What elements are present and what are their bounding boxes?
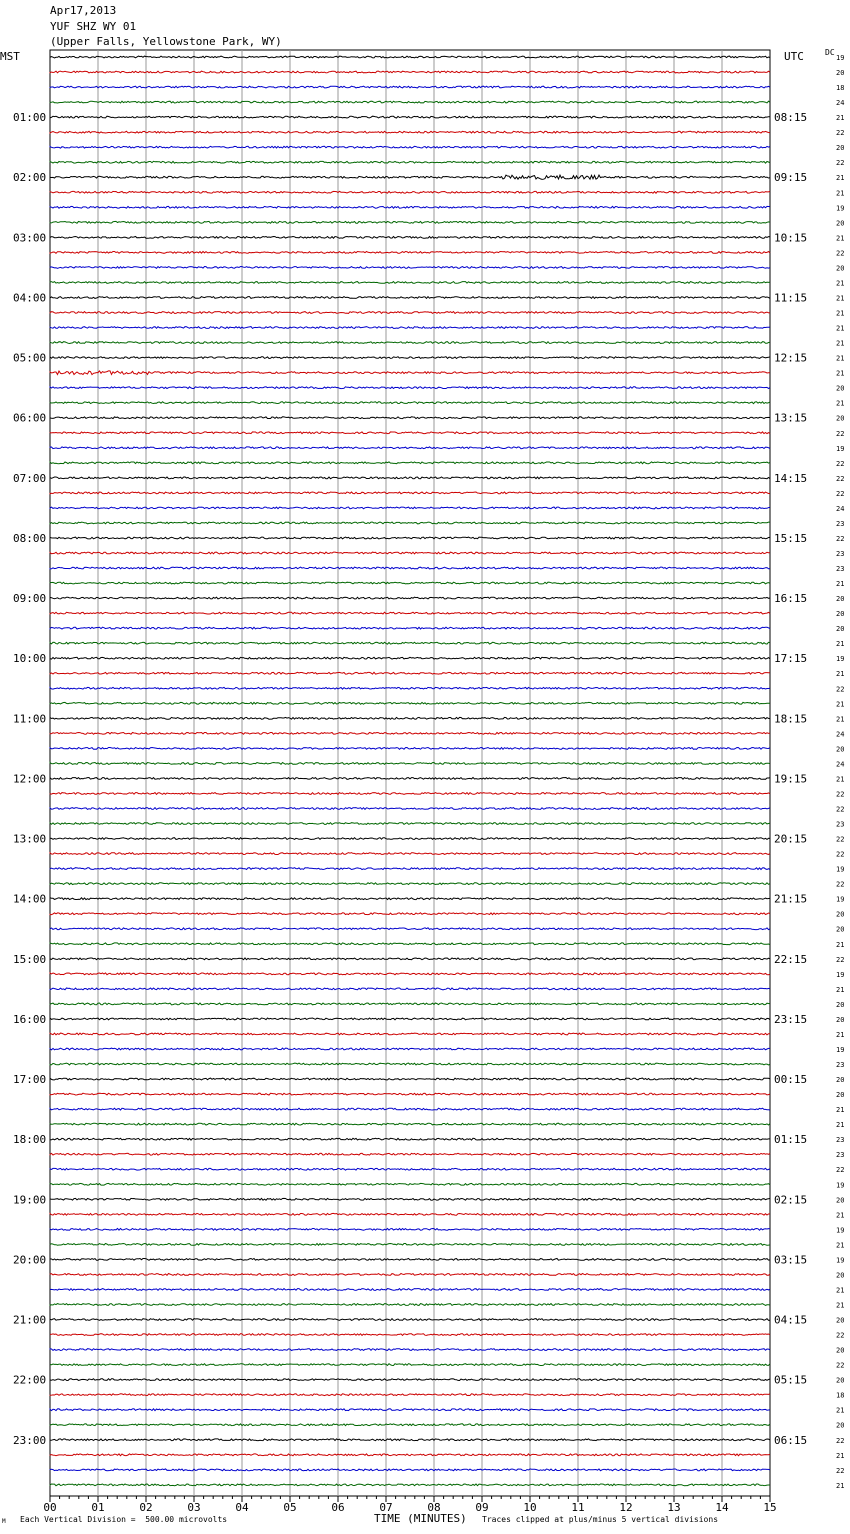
seismic-trace	[50, 1153, 770, 1155]
dc-offset-value: 21	[836, 114, 845, 123]
left-hour-label: 09:00	[13, 592, 47, 606]
seismic-trace	[50, 342, 770, 344]
seismic-trace	[50, 1078, 770, 1080]
seismic-trace	[50, 928, 770, 930]
seismic-trace	[50, 702, 770, 704]
dc-offset-value: 21	[836, 1406, 845, 1415]
seismic-trace	[50, 1259, 770, 1261]
seismic-trace	[50, 131, 770, 133]
left-hour-label: 04:00	[13, 291, 47, 305]
seismic-trace	[50, 477, 770, 479]
left-hour-label: 15:00	[13, 952, 47, 966]
seismic-trace	[50, 161, 770, 163]
dc-offset-value: 22	[836, 835, 845, 844]
seismic-trace	[50, 1048, 770, 1050]
dc-offset-value: 21	[836, 700, 845, 709]
x-tick-label: 05	[283, 1501, 297, 1514]
right-hour-label: 13:15	[774, 411, 808, 425]
dc-offset-value: 21	[836, 354, 845, 363]
seismic-trace	[50, 86, 770, 88]
dc-offset-value: 21	[836, 279, 845, 288]
seismic-trace	[50, 657, 770, 659]
seismic-trace	[50, 1334, 770, 1336]
dc-offset-value: 22	[836, 805, 845, 814]
dc-offset-value: 20	[836, 1015, 845, 1024]
seismic-trace	[50, 402, 770, 404]
left-hour-label: 14:00	[13, 892, 47, 906]
dc-offset-value: 21	[836, 580, 845, 589]
dc-offset-value: 21	[836, 985, 845, 994]
dc-offset-value: 21	[836, 775, 845, 784]
left-hour-label: 21:00	[13, 1313, 47, 1327]
dc-offset-value: 20	[836, 1421, 845, 1430]
left-hour-label: 02:00	[13, 171, 47, 185]
header-location: (Upper Falls, Yellowstone Park, WY)	[50, 35, 282, 48]
dc-offset-value: 19	[836, 444, 845, 453]
dc-offset-value: 21	[836, 234, 845, 243]
dc-offset-value: 20	[836, 1076, 845, 1085]
dc-offset-value: 19	[836, 865, 845, 874]
dc-offset-value: 19	[836, 895, 845, 904]
dc-offset-value: 23	[836, 1151, 845, 1160]
seismic-trace	[50, 1018, 770, 1020]
seismic-trace	[50, 597, 770, 599]
seismic-trace	[50, 642, 770, 644]
seismic-trace	[50, 357, 770, 359]
seismic-trace	[50, 1063, 770, 1065]
dc-offset-value: 23	[836, 1136, 845, 1145]
dc-offset-header: DC	[825, 48, 835, 57]
dc-offset-value: 24	[836, 504, 845, 513]
dc-offset-value: 24	[836, 760, 845, 769]
seismic-trace	[50, 808, 770, 810]
left-hour-label: 23:00	[13, 1433, 47, 1447]
dc-offset-value: 23	[836, 1061, 845, 1070]
dc-offset-value: 21	[836, 640, 845, 649]
seismic-trace	[50, 1033, 770, 1035]
seismic-trace	[50, 1244, 770, 1246]
right-hour-label: 18:15	[774, 712, 808, 726]
seismic-trace	[50, 883, 770, 885]
seismic-trace	[50, 327, 770, 329]
x-tick-label: 08	[427, 1501, 441, 1514]
dc-offset-value: 21	[836, 1030, 845, 1039]
dc-offset-value: 19	[836, 1226, 845, 1235]
scale-note: Each Vertical Division = 500.00 microvolts	[20, 1515, 228, 1524]
seismic-trace	[50, 1289, 770, 1291]
seismic-trace	[50, 116, 770, 118]
seismic-trace	[50, 447, 770, 449]
dc-offset-value: 21	[836, 1106, 845, 1115]
left-hour-label: 22:00	[13, 1373, 47, 1387]
seismic-trace	[50, 838, 770, 840]
dc-offset-value: 21	[836, 715, 845, 724]
seismic-trace	[50, 417, 770, 419]
seismic-trace	[50, 191, 770, 193]
seismic-trace	[50, 312, 770, 314]
seismic-trace	[50, 943, 770, 945]
seismic-trace	[50, 612, 770, 614]
dc-offset-value: 22	[836, 1466, 845, 1475]
seismic-trace	[50, 1168, 770, 1170]
seismic-trace	[50, 778, 770, 780]
seismic-trace	[50, 175, 770, 179]
right-hour-label: 16:15	[774, 592, 808, 606]
x-tick-label: 11	[571, 1501, 585, 1514]
seismic-trace	[50, 371, 770, 375]
right-hour-label: 04:15	[774, 1313, 808, 1327]
dc-offset-value: 20	[836, 219, 845, 228]
right-hour-label: 06:15	[774, 1433, 808, 1447]
dc-offset-value: 18	[836, 1391, 845, 1400]
x-tick-label: 07	[379, 1501, 393, 1514]
dc-offset-value: 22	[836, 1436, 845, 1445]
dc-offset-value: 18	[836, 84, 845, 93]
dc-offset-value: 22	[836, 534, 845, 543]
seismic-trace	[50, 1409, 770, 1411]
left-hour-label: 19:00	[13, 1193, 47, 1207]
x-tick-label: 09	[475, 1501, 489, 1514]
seismic-trace	[50, 1198, 770, 1200]
dc-offset-value: 21	[836, 174, 845, 183]
seismic-trace	[50, 1424, 770, 1426]
right-hour-label: 19:15	[774, 772, 808, 786]
seismic-trace	[50, 206, 770, 208]
left-hour-label: 18:00	[13, 1133, 47, 1147]
x-tick-label: 01	[91, 1501, 105, 1514]
right-hour-label: 23:15	[774, 1012, 808, 1026]
dc-offset-value: 22	[836, 880, 845, 889]
dc-offset-value: 20	[836, 610, 845, 619]
dc-offset-value: 22	[836, 489, 845, 498]
left-hour-label: 16:00	[13, 1012, 47, 1026]
seismic-trace	[50, 101, 770, 103]
dc-offset-value: 20	[836, 595, 845, 604]
seismic-trace	[50, 1108, 770, 1110]
right-hour-label: 22:15	[774, 952, 808, 966]
x-tick-label: 03	[187, 1501, 201, 1514]
left-hour-label: 17:00	[13, 1073, 47, 1087]
x-tick-label: 13	[667, 1501, 681, 1514]
x-tick-label: 14	[715, 1501, 729, 1514]
dc-offset-value: 19	[836, 204, 845, 213]
dc-offset-value: 21	[836, 339, 845, 348]
dc-offset-value: 20	[836, 1091, 845, 1100]
dc-offset-value: 20	[836, 1271, 845, 1280]
dc-offset-value: 21	[836, 309, 845, 318]
dc-offset-value: 20	[836, 384, 845, 393]
seismic-trace	[50, 1349, 770, 1351]
seismic-trace	[50, 432, 770, 434]
dc-offset-value: 22	[836, 429, 845, 438]
left-hour-label: 12:00	[13, 772, 47, 786]
dc-offset-value: 20	[836, 1376, 845, 1385]
seismic-trace	[50, 672, 770, 674]
dc-offset-value: 22	[836, 159, 845, 168]
left-hour-label: 11:00	[13, 712, 47, 726]
right-hour-label: 00:15	[774, 1073, 808, 1087]
seismic-trace	[50, 282, 770, 284]
dc-offset-value: 21	[836, 399, 845, 408]
x-tick-label: 06	[331, 1501, 345, 1514]
right-hour-label: 02:15	[774, 1193, 808, 1207]
x-tick-label: 10	[523, 1501, 537, 1514]
right-hour-label: 05:15	[774, 1373, 808, 1387]
right-hour-label: 03:15	[774, 1253, 808, 1267]
seismic-trace	[50, 958, 770, 960]
dc-offset-value: 19	[836, 1256, 845, 1265]
dc-offset-value: 21	[836, 1241, 845, 1250]
right-hour-label: 20:15	[774, 832, 808, 846]
corner-mark: M	[2, 1518, 6, 1525]
left-hour-label: 01:00	[13, 111, 47, 125]
dc-offset-value: 19	[836, 54, 845, 62]
dc-offset-value: 20	[836, 69, 845, 78]
dc-offset-value: 20	[836, 625, 845, 634]
dc-offset-value: 23	[836, 565, 845, 574]
left-hour-label: 08:00	[13, 531, 47, 545]
seismic-trace	[50, 627, 770, 629]
dc-offset-value: 21	[836, 1301, 845, 1310]
seismic-trace	[50, 973, 770, 975]
seismic-trace	[50, 492, 770, 494]
seismic-trace	[50, 1454, 770, 1456]
left-hour-label: 03:00	[13, 231, 47, 245]
left-hour-label: 10:00	[13, 652, 47, 666]
seismic-trace	[50, 522, 770, 524]
dc-offset-value: 21	[836, 1211, 845, 1220]
header-date: Apr17,2013	[50, 4, 117, 17]
dc-offset-value: 20	[836, 414, 845, 423]
seismic-trace	[50, 823, 770, 825]
x-axis-title: TIME (MINUTES)	[374, 1512, 467, 1525]
seismic-trace	[50, 582, 770, 584]
seismic-trace	[50, 1228, 770, 1230]
seismic-trace	[50, 717, 770, 719]
left-hour-label: 07:00	[13, 471, 47, 485]
seismic-trace	[50, 763, 770, 765]
header-station: YUF SHZ WY 01	[50, 20, 137, 33]
left-hour-label: 13:00	[13, 832, 47, 846]
dc-offset-value: 20	[836, 910, 845, 919]
seismic-trace	[50, 252, 770, 254]
seismic-trace	[50, 1138, 770, 1140]
seismic-trace	[50, 868, 770, 870]
right-hour-label: 09:15	[774, 171, 808, 185]
seismic-trace	[50, 221, 770, 223]
seismic-trace	[50, 687, 770, 689]
seismic-trace	[50, 1213, 770, 1215]
seismic-trace	[50, 387, 770, 389]
left-timezone-label: MST	[0, 50, 20, 63]
x-tick-label: 02	[139, 1501, 153, 1514]
seismic-trace	[50, 1123, 770, 1125]
dc-offset-value: 19	[836, 1045, 845, 1054]
dc-offset-value: 22	[836, 1166, 845, 1175]
dc-offset-value: 23	[836, 820, 845, 829]
dc-offset-value: 20	[836, 264, 845, 273]
dc-offset-value: 21	[836, 1121, 845, 1130]
dc-offset-value: 19	[836, 970, 845, 979]
seismic-trace	[50, 1183, 770, 1185]
seismic-trace	[50, 1274, 770, 1276]
dc-offset-value: 21	[836, 1286, 845, 1295]
seismic-trace	[50, 462, 770, 464]
seismic-trace	[50, 1469, 770, 1471]
dc-offset-value: 22	[836, 459, 845, 468]
x-tick-label: 12	[619, 1501, 633, 1514]
dc-offset-value: 20	[836, 1000, 845, 1009]
dc-offset-value: 22	[836, 474, 845, 483]
left-hour-label: 05:00	[13, 351, 47, 365]
dc-offset-value: 21	[836, 369, 845, 378]
right-hour-label: 08:15	[774, 111, 808, 125]
seismic-trace	[50, 1304, 770, 1306]
dc-offset-value: 20	[836, 925, 845, 934]
seismic-trace	[50, 1003, 770, 1005]
dc-offset-value: 20	[836, 1316, 845, 1325]
seismic-trace	[50, 71, 770, 73]
right-timezone-label: UTC	[784, 50, 804, 63]
seismic-trace	[50, 297, 770, 299]
right-hour-label: 21:15	[774, 892, 808, 906]
seismic-trace	[50, 1394, 770, 1396]
dc-offset-value: 24	[836, 730, 845, 739]
seismic-trace	[50, 237, 770, 239]
dc-offset-value: 21	[836, 294, 845, 303]
dc-offset-value: 22	[836, 129, 845, 138]
dc-offset-value: 19	[836, 655, 845, 664]
right-hour-label: 12:15	[774, 351, 808, 365]
right-hour-label: 17:15	[774, 652, 808, 666]
seismic-trace	[50, 1439, 770, 1441]
seismic-trace	[50, 733, 770, 735]
seismic-trace	[50, 267, 770, 269]
seismic-trace	[50, 567, 770, 569]
dc-offset-value: 22	[836, 790, 845, 799]
dc-offset-value: 22	[836, 1331, 845, 1340]
right-hour-label: 14:15	[774, 471, 808, 485]
seismic-trace	[50, 1093, 770, 1095]
seismic-trace	[50, 56, 770, 58]
right-hour-label: 15:15	[774, 531, 808, 545]
seismic-trace	[50, 988, 770, 990]
dc-offset-value: 21	[836, 1451, 845, 1460]
dc-offset-value: 20	[836, 745, 845, 754]
x-tick-label: 00	[43, 1501, 57, 1514]
x-tick-label: 15	[763, 1501, 777, 1514]
dc-offset-value: 22	[836, 1361, 845, 1370]
dc-offset-value: 24	[836, 99, 845, 108]
seismic-trace	[50, 1319, 770, 1321]
dc-offset-value: 21	[836, 324, 845, 333]
seismic-trace	[50, 537, 770, 539]
right-hour-label: 11:15	[774, 291, 808, 305]
dc-offset-value: 21	[836, 1481, 845, 1490]
left-hour-label: 20:00	[13, 1253, 47, 1267]
seismic-trace	[50, 898, 770, 900]
dc-offset-value: 20	[836, 1196, 845, 1205]
dc-offset-value: 21	[836, 189, 845, 198]
dc-offset-value: 22	[836, 685, 845, 694]
seismic-trace	[50, 853, 770, 855]
dc-offset-value: 23	[836, 519, 845, 528]
clip-note: Traces clipped at plus/minus 5 vertical divisions	[482, 1515, 719, 1524]
seismic-trace	[50, 913, 770, 915]
x-tick-label: 04	[235, 1501, 249, 1514]
left-hour-label: 06:00	[13, 411, 47, 425]
dc-offset-value: 19	[836, 1181, 845, 1190]
dc-offset-value: 20	[836, 1346, 845, 1355]
seismic-trace	[50, 748, 770, 750]
seismic-trace	[50, 1379, 770, 1381]
right-hour-label: 10:15	[774, 231, 808, 245]
dc-offset-value: 22	[836, 850, 845, 859]
seismic-trace	[50, 1484, 770, 1486]
seismic-trace	[50, 793, 770, 795]
dc-offset-value: 22	[836, 249, 845, 258]
dc-offset-value: 22	[836, 955, 845, 964]
dc-offset-value: 23	[836, 549, 845, 558]
right-hour-label: 01:15	[774, 1133, 808, 1147]
seismic-trace	[50, 552, 770, 554]
seismic-trace	[50, 507, 770, 509]
seismic-trace	[50, 1364, 770, 1366]
dc-offset-value: 21	[836, 670, 845, 679]
dc-offset-value: 21	[836, 940, 845, 949]
dc-offset-value: 20	[836, 144, 845, 153]
seismic-trace	[50, 146, 770, 148]
